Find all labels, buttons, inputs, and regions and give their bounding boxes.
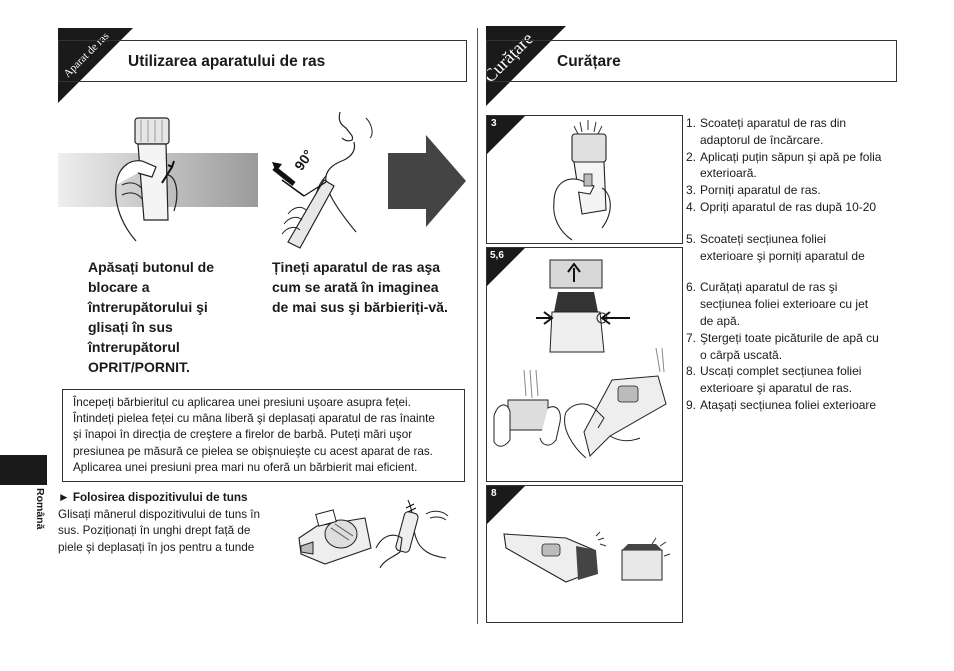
- shaving-tips-box: Începeți bărbieritul cu aplicarea unei presiuni uşoare asupra feței. Întindeți pielea feței cu mâna liberă şi deplasați aparatul de ras înainte şi înapoi în direcția de creştere a firelor de barbă. Puteți mări uşor presiunea pe măsură ce pielea se obişnuieşte cu acest aparat de ras. Aplicarea unei presiuni prea mari nu oferă un bărbierit mai eficient.: [62, 389, 465, 482]
- section-tab-label-right: Curățare: [479, 28, 538, 87]
- shaver-hand-illustration: [108, 115, 218, 247]
- step-item: 1. Scoateți aparatul de ras din adaptorul de încărcare.: [686, 116, 847, 147]
- step-label-3: 3: [491, 118, 497, 129]
- step-item: 3. Porniți aparatul de ras.: [686, 183, 821, 198]
- trimmer-section: ► Folosirea dispozitivului de tuns Glisați mânerul dispozitivului de tuns în sus. Poziționați în unghi drept față de piele şi deplasați în jos pentru a tunde: [58, 490, 298, 556]
- next-arrow-icon: [388, 135, 468, 227]
- page-divider: [477, 28, 478, 624]
- step-label-8: 8: [491, 488, 497, 499]
- shaving-face-illustration: [268, 110, 388, 250]
- step-item: 2. Aplicați puțin săpun şi apă pe folia exterioară.: [686, 149, 882, 181]
- step-item: 4. Opriți aparatul de ras după 10-20: [686, 199, 877, 214]
- instruction-hold-shaver: Țineți aparatul de ras aşa cum se arată în imaginea de mai sus şi bărbieriți-vă.: [272, 259, 448, 315]
- step-item: 7. Ştergeți toate picăturile de apă cu o cârpă uscată.: [686, 330, 879, 362]
- step-item: 9. Ataşați secțiunea foliei exterioare: [686, 397, 877, 412]
- step-label-5-6: 5,6: [490, 250, 504, 261]
- trimmer-heading: ► Folosirea dispozitivului de tuns: [58, 491, 248, 504]
- section-tab-label: Aparat de ras: [61, 30, 112, 80]
- angle-label: 90°: [290, 146, 317, 174]
- language-tab: [0, 455, 47, 485]
- language-label: Română: [34, 488, 46, 530]
- step-item: 5. Scoateți secțiunea foliei exterioare şi porniți aparatul de: [686, 231, 865, 263]
- cleaning-steps-list: [686, 115, 926, 414]
- section-title-right: Curățare: [557, 53, 621, 70]
- section-header-right: [486, 40, 897, 82]
- step-5-6-illustration: [490, 252, 680, 480]
- section-title: Utilizarea aparatului de ras: [128, 53, 326, 70]
- step-item: 6. Curățați aparatul de ras şi secțiunea foliei exterioare cu jet de apă.: [686, 280, 869, 328]
- step-item: 8. Uscați complet secțiunea foliei exterioare şi aparatul de ras.: [686, 364, 862, 396]
- trimmer-face-illustration: [372, 498, 462, 570]
- step-3-illustration: [540, 118, 640, 242]
- step-8-illustration: [496, 520, 676, 600]
- trimmer-shaver-illustration: [295, 508, 375, 568]
- instruction-press-lock: Apăsați butonul de blocare a întrerupătorului şi glisați în sus întrerupătorul OPRIT/PORNIT.: [88, 259, 214, 375]
